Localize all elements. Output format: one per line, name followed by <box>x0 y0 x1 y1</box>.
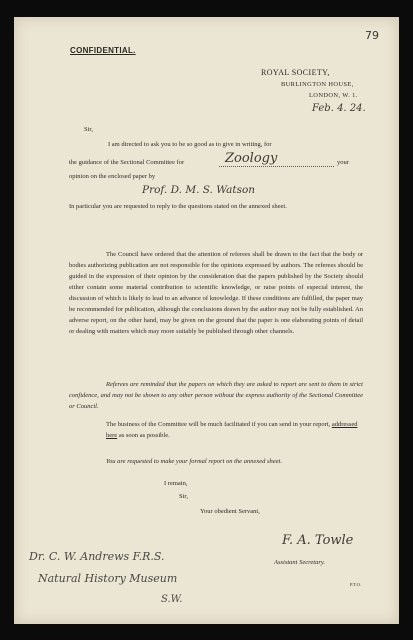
pto-mark: P.T.O. <box>350 582 362 587</box>
org-address: BURLINGTON HOUSE, <box>281 81 354 88</box>
page-number: 79 <box>365 29 379 42</box>
org-name: ROYAL SOCIETY, <box>261 68 330 77</box>
business-text: The business of the Committee will be much facilitated if you can send in your report, <box>106 421 331 428</box>
business-text-end: as soon as possible. <box>118 432 170 439</box>
signature: F. A. Towle <box>282 533 354 548</box>
intro-line-2: the guidance of the Sectional Committee for <box>69 159 185 166</box>
addressee-district: S.W. <box>161 594 183 605</box>
closing-remain: I remain, <box>164 480 188 487</box>
addressee-institution: Natural History Museum <box>38 572 178 585</box>
referee-reminder: Referees are reminded that the papers on which they are asked to report are sent to them in strict confidence, and may not be shown to any other person without the express authority of the Sectional Committee or Council. <box>69 381 363 410</box>
letter-page <box>14 17 399 624</box>
closing-sir: Sir, <box>179 493 188 500</box>
salutation: Sir, <box>84 126 93 133</box>
committee-name: Zoology <box>225 151 278 166</box>
letter-date: Feb. 4. 24. <box>312 103 366 114</box>
committee-blank <box>219 166 334 167</box>
intro-line-1: I am directed to ask you to be so good as to give in writing, for <box>108 141 272 148</box>
signatory-title: Assistant Secretary. <box>274 559 326 566</box>
addressee-name: Dr. C. W. Andrews F.R.S. <box>29 550 165 563</box>
intro-line-3: opinion on the enclosed paper by <box>69 173 156 180</box>
business-line-1 <box>106 419 366 441</box>
formal-report-note: You are requested to make your formal report on the annexed sheet. <box>106 458 282 465</box>
intro-line-2-end: your <box>337 159 349 166</box>
confidential-heading: CONFIDENTIAL. <box>70 46 136 55</box>
closing-servant: Your obedient Servant, <box>200 508 260 515</box>
org-city: LONDON, W. 1. <box>309 92 358 99</box>
paper-author: Prof. D. M. S. Watson <box>142 184 256 196</box>
council-paragraph: The Council have ordered that the attention of referees shall be drawn to the fact that the body or bodies authorizing publication are not responsible for the opinions expressed by authors. The referees should be guided in the expression of their opinion by the consideration that the papers published by the Society should either contain some material contribution to scientific knowledge, or raise points of especial interest, the discussion of which is likely to lead to an advance of knowledge. If these conditions are fulfilled, the paper may be recommended for publication, although the conclusions drawn by the author may not be fully established. An adverse report, on the other hand, may be given on the ground that the paper is one elaborating points of detail or dealing with matters which may more suitably be published through other channels. <box>69 251 363 335</box>
addressed-here: addressed here <box>106 421 358 439</box>
annexed-sheet-request: In particular you are requested to reply to the questions stated on the annexed sheet. <box>69 203 287 210</box>
